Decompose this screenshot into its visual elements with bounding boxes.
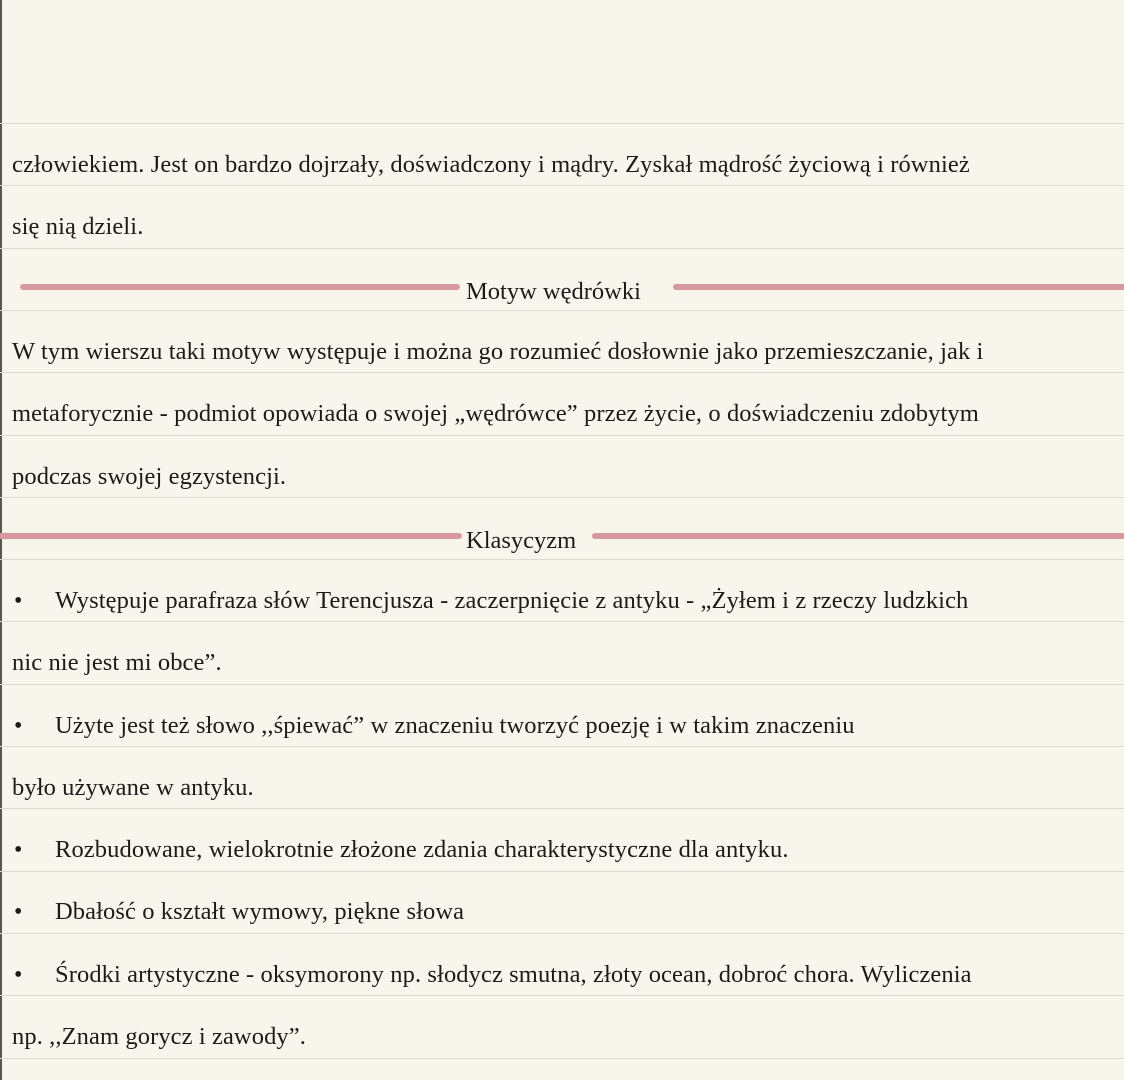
bullet-text: Dbałość o kształt wymowy, piękne słowa [55, 898, 465, 925]
text-line [0, 435, 1124, 497]
paragraph-text: W tym wierszu taki motyw występuje i można go rozumieć dosłownie jako przemieszczanie, jak i [12, 338, 984, 365]
text-line [0, 746, 1124, 808]
text-line [0, 995, 1124, 1057]
bullet-icon: • [14, 588, 23, 614]
bullet-text-continued: nic nie jest mi obce”. [12, 649, 222, 676]
heading-divider-right [673, 284, 1124, 290]
heading-text: Klasycyzm [466, 527, 577, 554]
bullet-text-continued: np. ,,Znam gorycz i zawody”. [12, 1023, 306, 1050]
text-line [0, 310, 1124, 372]
paragraph-text: człowiekiem. Jest on bardzo dojrzały, doświadczony i mądry. Zyskał mądrość życiową i również [12, 151, 970, 178]
text-line [0, 372, 1124, 434]
bullet-item [0, 684, 1124, 746]
heading-divider-left [20, 284, 460, 290]
heading-divider-right [592, 533, 1124, 539]
heading-text: Motyw wędrówki [466, 278, 641, 305]
text-line [0, 621, 1124, 683]
text-line [0, 185, 1124, 247]
bullet-text: Rozbudowane, wielokrotnie złożone zdania charakterystyczne dla antyku. [55, 836, 789, 863]
section-heading-motyw-wedrowki [0, 248, 1124, 310]
bullet-icon: • [14, 837, 23, 863]
bullet-icon: • [14, 899, 23, 925]
bullet-item [0, 933, 1124, 995]
paragraph-text: podczas swojej egzystencji. [12, 463, 287, 490]
bullet-item [0, 559, 1124, 621]
bullet-item [0, 808, 1124, 870]
section-heading-klasycyzm [0, 497, 1124, 559]
bullet-icon: • [14, 713, 23, 739]
ruled-line [0, 1058, 1124, 1059]
paragraph-text: się nią dzieli. [12, 213, 144, 240]
text-line [0, 123, 1124, 185]
bullet-icon: • [14, 962, 23, 988]
bullet-text: Występuje parafraza słów Terencjusza - zaczerpnięcie z antyku - „Żyłem i z rzeczy ludzkich [55, 587, 969, 614]
bullet-text-continued: było używane w antyku. [12, 774, 254, 801]
bullet-text: Środki artystyczne - oksymorony np. słodycz smutna, złoty ocean, dobroć chora. Wyliczenia [55, 961, 972, 988]
bullet-item [0, 870, 1124, 932]
heading-divider-left [0, 533, 462, 539]
bullet-text: Użyte jest też słowo ,,śpiewać” w znaczeniu tworzyć poezję i w takim znaczeniu [55, 712, 855, 739]
paragraph-text: metaforycznie - podmiot opowiada o swojej „wędrówce” przez życie, o doświadczeniu zdobytym [12, 400, 979, 427]
